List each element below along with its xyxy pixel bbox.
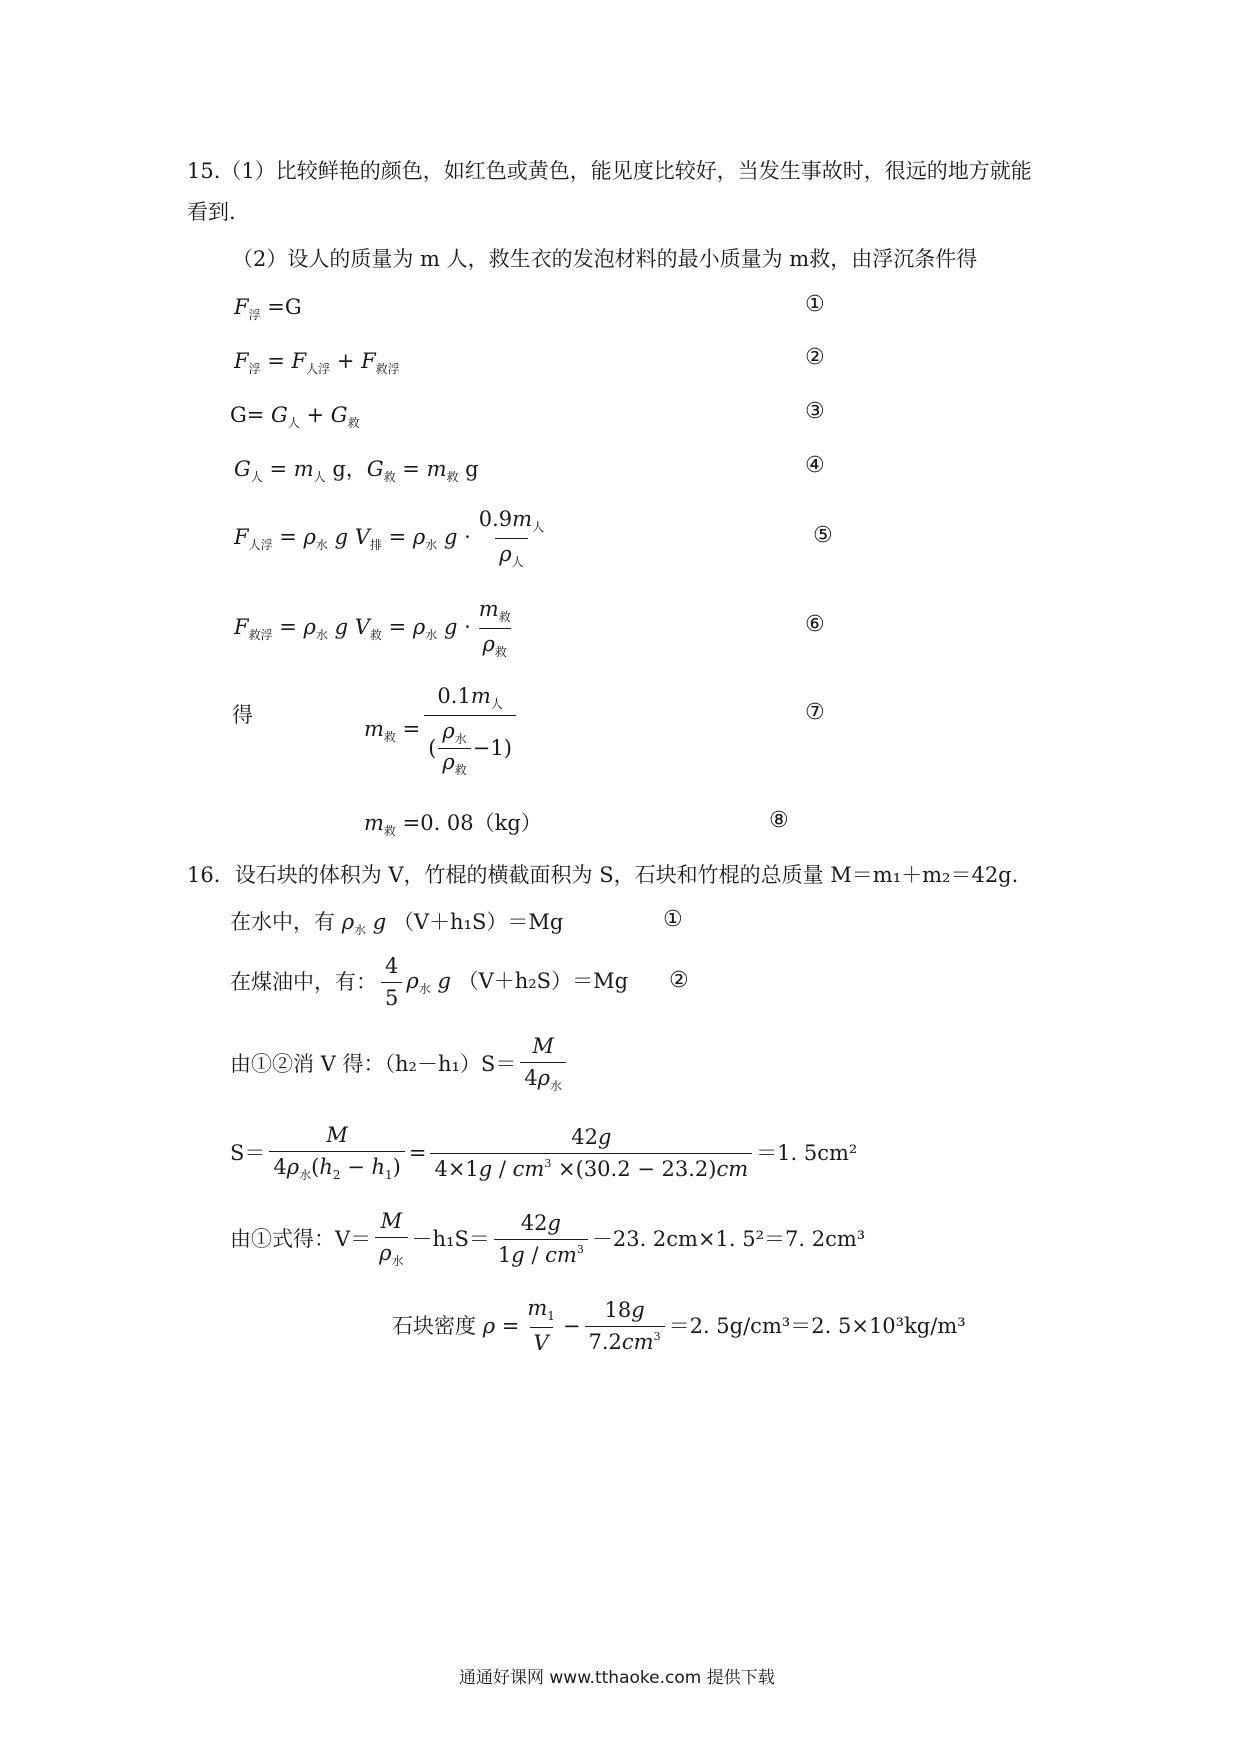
q16-line3: 在煤油中，有： $\frac{4}{5}$ $\rho_水$ g （V＋h₂S）＝Mg — [230, 954, 629, 1011]
eq7: $m_救$ = $0.1m_人$ ( $\frac{\rho_水}{\rho_救}$ −1) — [364, 685, 520, 778]
q16-line2: 在水中，有 $\rho_水$ g （V＋h₁S）＝Mg — [230, 910, 564, 937]
q16-line7: 石块密度 ρ = $\frac{m_1}{V}$ − $\frac{18g}{7.2cm^3}$ ＝2. 5g/cm³＝2. 5×10³kg/m³ — [392, 1296, 966, 1356]
q16-line5: S＝ $\frac{M}{4\rho_水(h_2 - h_1)}$ = $\frac{42g}{4\times 1g / cm^3 \times(30.2 - 23.2)cm}$ ＝1. 5cm² — [230, 1123, 858, 1183]
q16-line1: 16．设石块的体积为 V，竹棍的横截面积为 S，石块和竹棍的总质量 M＝m₁＋m₂＝42g. — [187, 863, 1019, 887]
q16-line6: 由①式得：V＝ $\frac{M}{\rho_水}$ －h₁S＝ $\frac{42g}{1g / cm^3}$ －23. 2cm×1. 5²＝7. 2cm³ — [230, 1209, 866, 1269]
q15-part2: （2）设人的质量为 m 人，救生衣的发泡材料的最小质量为 m救，由浮沉条件得 — [232, 247, 978, 271]
eq5: $F_{人浮} = \rho_水$ g $V_排 = \rho_水$ g · $\frac{0.9m_人}{\rho_人}$ — [234, 507, 545, 570]
q16-mark-1: ① — [663, 907, 683, 932]
q16-mark-2: ② — [669, 968, 689, 993]
page-footer: 通通好课网 www.tthaoke.com 提供下载 — [459, 1668, 775, 1688]
mark-3: ③ — [805, 399, 825, 424]
eq6: $F_{救浮} = \rho_水$ g $V_救 = \rho_水$ g · $\frac{m_救}{\rho_救}$ — [234, 597, 511, 660]
q16-line4: 由①②消 V 得：（h₂－h₁）S＝ $\frac{M}{4\rho_水}$ — [230, 1035, 570, 1093]
mark-4: ④ — [805, 453, 825, 478]
mark-8: ⑧ — [769, 808, 789, 833]
eq3: $G= G_人 + G_救$ — [230, 403, 360, 430]
eq4: $G_人 = m_人$ g，$G_救 = m_救$ g — [234, 457, 479, 484]
mark-7: ⑦ — [805, 700, 825, 725]
eq1: $F_浮 =G$ — [234, 295, 302, 322]
mark-2: ② — [805, 345, 825, 370]
q15-line1: 15.（1）比较鲜艳的颜色，如红色或黄色，能见度比较好，当发生事故时，很远的地方就能 — [187, 159, 1032, 183]
mark-5: ⑤ — [813, 523, 833, 548]
mark-6: ⑥ — [805, 612, 825, 637]
eq8: $m_救 =0$. 08（kg） — [364, 811, 542, 838]
q15-line2: 看到. — [187, 200, 236, 224]
de-label: 得 — [232, 703, 253, 727]
eq2: $F_浮 = F_{人浮} + F_{救浮}$ — [234, 349, 400, 376]
mark-1: ① — [805, 292, 825, 317]
